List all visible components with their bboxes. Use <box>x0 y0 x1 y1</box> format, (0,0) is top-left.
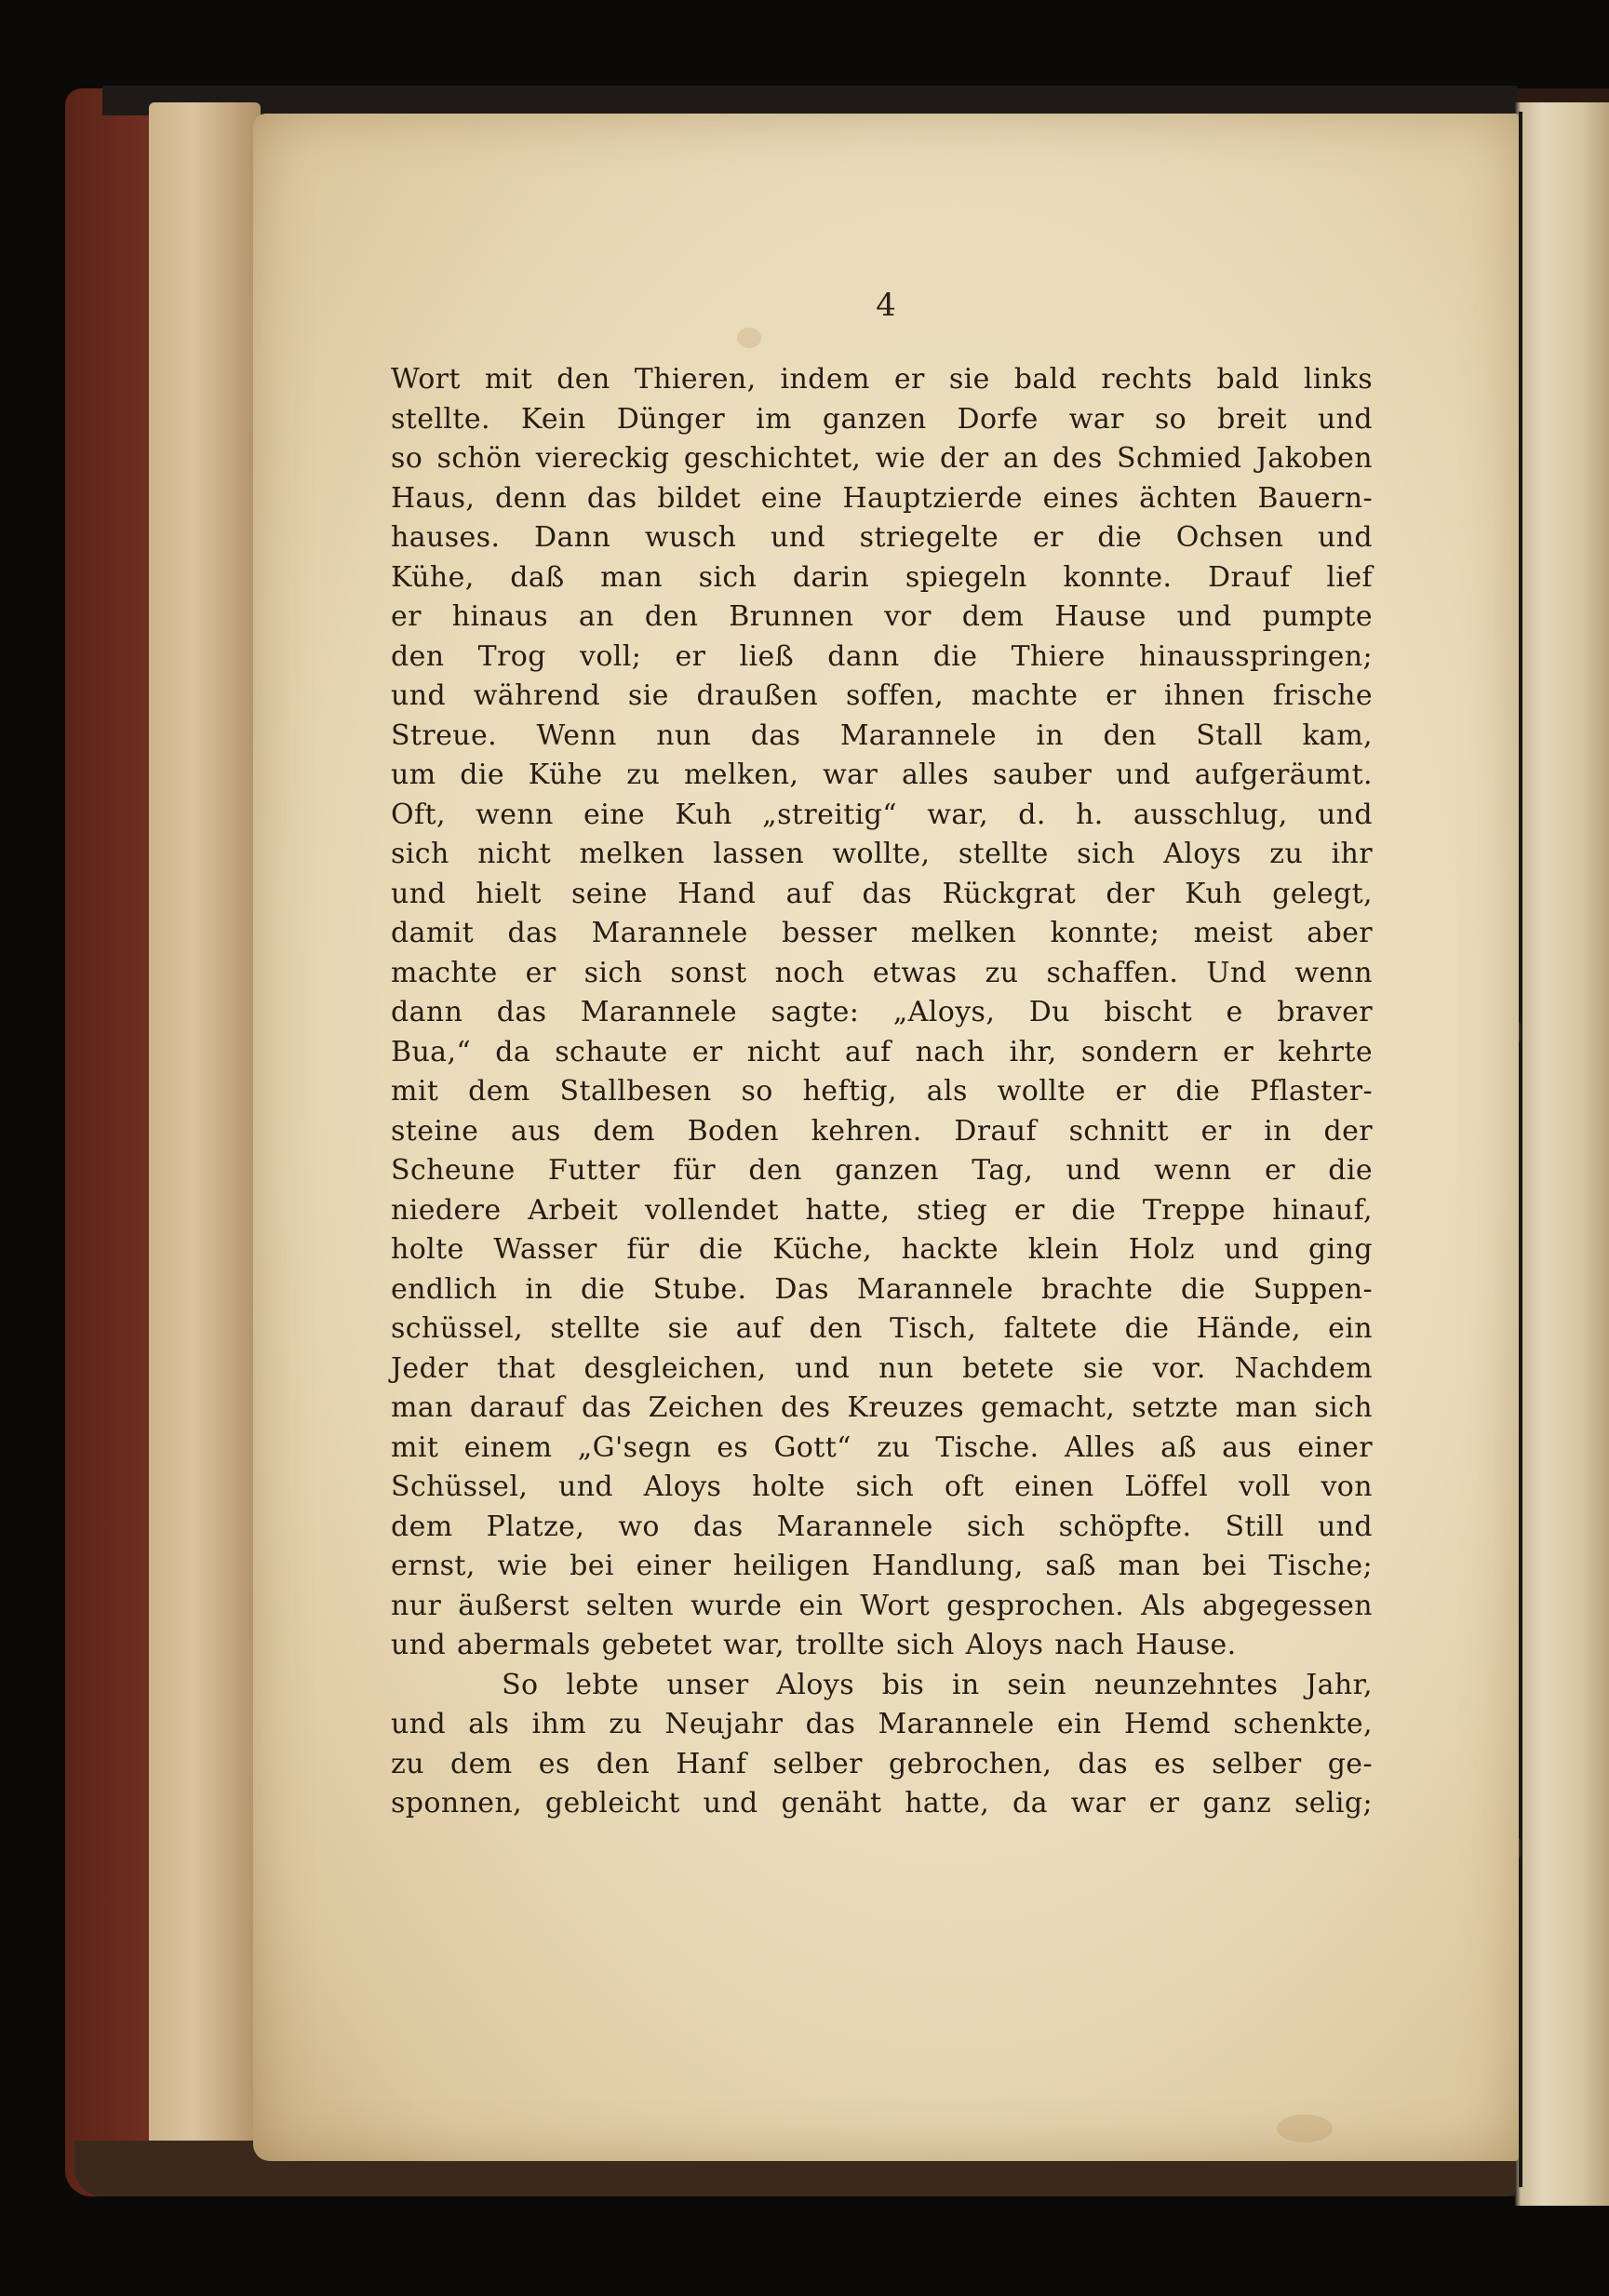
text-line: sponnen, gebleicht und genäht hatte, da war er ganz selig; <box>391 1787 1373 1819</box>
body-text <box>391 360 1373 1824</box>
text-line: dem Platze, wo das Marannele sich schöpfte. Still und <box>391 1510 1373 1543</box>
text-line: man darauf das Zeichen des Kreuzes gemacht, setzte man sich <box>391 1391 1373 1424</box>
text-line: Bua,“ da schaute er nicht auf nach ihr, sondern er kehrte <box>391 1035 1373 1068</box>
text-line: damit das Marannele besser melken konnte; meist aber <box>391 917 1373 949</box>
text-line: Kühe, daß man sich darin spiegeln konnte. Drauf lief <box>391 560 1373 594</box>
text-line: so schön viereckig geschichtet, wie der an des Schmied Jakoben <box>391 442 1373 475</box>
text-line: er hinaus an den Brunnen vor dem Hause und pumpte <box>391 600 1373 633</box>
text-line: den Trog voll; er ließ dann die Thiere hinausspringen; <box>391 639 1373 673</box>
book-page <box>253 114 1519 2161</box>
text-line: Haus, denn das bildet eine Hauptzierde eines ächten Bauern- <box>391 481 1373 515</box>
text-line: Wort mit den Thieren, indem er sie bald rechts bald links <box>391 363 1373 396</box>
text-line: und als ihm zu Neujahr das Marannele ein Hemd schenkte, <box>391 1708 1373 1740</box>
text-line: niedere Arbeit vollendet hatte, stieg er die Treppe hinauf, <box>391 1193 1373 1227</box>
text-line: Oft, wenn eine Kuh „streitig“ war, d. h. ausschlug, und <box>391 798 1373 831</box>
book-top-edge <box>102 86 1517 115</box>
book-inner-board <box>149 102 261 2187</box>
text-line: So lebte unser Aloys bis in sein neunzehntes Jahr, <box>391 1668 1373 1701</box>
text-line: zu dem es den Hanf selber gebrochen, das es selber ge- <box>391 1747 1373 1780</box>
text-line: Schüssel, und Aloys holte sich oft einen Löffel voll von <box>391 1470 1373 1503</box>
text-line: Scheune Futter für den ganzen Tag, und wenn er die <box>391 1154 1373 1187</box>
text-line: Streue. Wenn nun das Marannele in den Stall kam, <box>391 718 1373 752</box>
text-line: um die Kühe zu melken, war alles sauber und aufgeräumt. <box>391 759 1373 791</box>
text-line: stellte. Kein Dünger im ganzen Dorfe war so breit und <box>391 402 1373 436</box>
text-line: und hielt seine Hand auf das Rückgrat der Kuh gelegt, <box>391 877 1373 910</box>
facing-page-edge <box>1515 102 1609 2206</box>
text-line: holte Wasser für die Küche, hackte klein Holz und ging <box>391 1233 1373 1266</box>
text-line: mit dem Stallbesen so heftig, als wollte er die Pflaster- <box>391 1075 1373 1108</box>
text-line: und während sie draußen soffen, machte er ihnen frische <box>391 679 1373 712</box>
text-line: schüssel, stellte sie auf den Tisch, faltete die Hände, ein <box>391 1312 1373 1345</box>
page-number: 4 <box>876 287 896 324</box>
text-line: endlich in die Stube. Das Marannele brachte die Suppen- <box>391 1272 1373 1306</box>
text-line: ernst, wie bei einer heiligen Handlung, saß man bei Tische; <box>391 1550 1373 1582</box>
text-line: dann das Marannele sagte: „Aloys, Du bischt e braver <box>391 996 1373 1028</box>
text-line: mit einem „G'segn es Gott“ zu Tische. Alles aß aus einer <box>391 1430 1373 1464</box>
text-line: steine aus dem Boden kehren. Drauf schnitt er in der <box>391 1114 1373 1148</box>
text-line: Jeder that desgleichen, und nun betete sie vor. Nachdem <box>391 1351 1373 1385</box>
text-line: machte er sich sonst noch etwas zu schaffen. Und wenn <box>391 956 1373 989</box>
book-gutter <box>1519 112 1522 2187</box>
paper-stain <box>1277 2115 1333 2142</box>
text-line: und abermals gebetet war, trollte sich Aloys nach Hause. <box>391 1629 1237 1661</box>
text-line: nur äußerst selten wurde ein Wort gesprochen. Als abgegessen <box>391 1589 1373 1622</box>
paper-stain <box>737 328 761 348</box>
text-line: hauses. Dann wusch und striegelte er die Ochsen und <box>391 521 1373 554</box>
text-line: sich nicht melken lassen wollte, stellte sich Aloys zu ihr <box>391 838 1373 870</box>
